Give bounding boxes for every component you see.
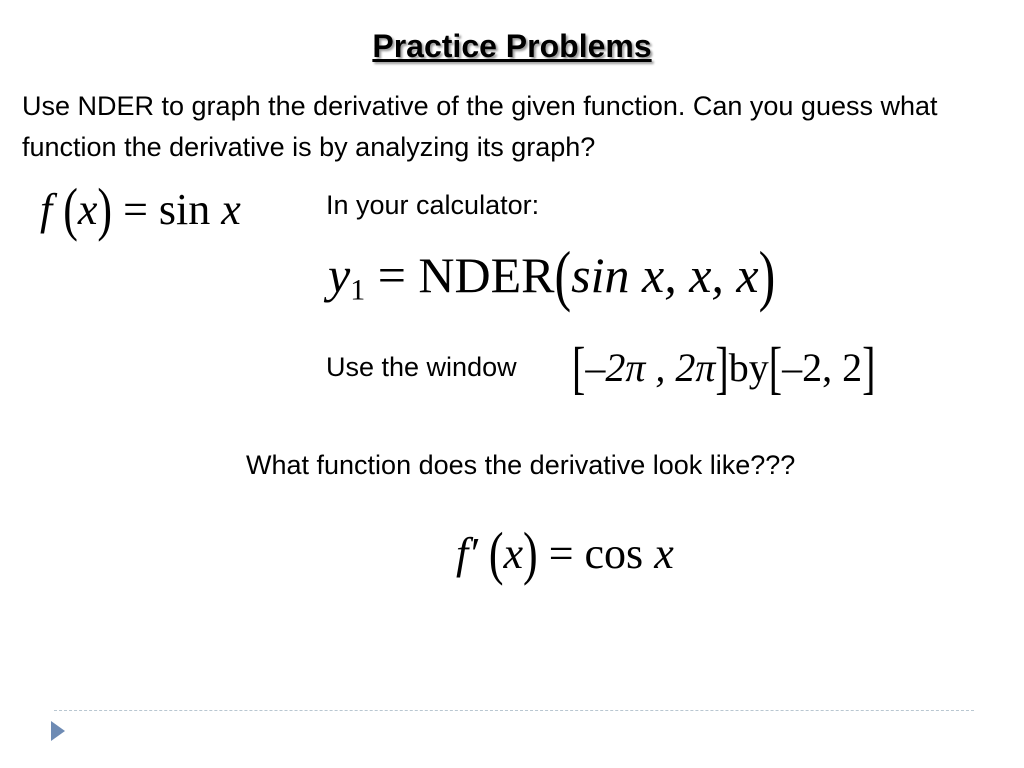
function-expression: f (x) = sin x — [40, 176, 241, 243]
sin-function: sin — [158, 185, 211, 234]
answer-expression: f′ (x) = cos x — [456, 520, 674, 587]
window-expression: [–2π , 2π]by[–2, 2] — [572, 334, 876, 401]
footer-divider — [54, 710, 974, 711]
y-range: –2, 2 — [782, 345, 863, 390]
play-arrow-icon — [51, 721, 65, 741]
equals-sign: = — [377, 247, 406, 303]
derivative-symbol: f′ — [456, 529, 478, 578]
x-range: –2π , 2π — [585, 345, 716, 390]
intro-text: Use NDER to graph the derivative of the given function. Can you guess what function the derivative is by analyzing its graph? — [22, 91, 938, 162]
window-label: Use the window — [326, 352, 517, 382]
y-variable: y — [328, 247, 351, 303]
derivative-variable: x — [503, 529, 524, 578]
y-subscript: 1 — [350, 273, 366, 307]
equals-sign: = — [123, 185, 148, 234]
sin-argument: x — [221, 185, 241, 234]
nder-arguments: sin x, x, x — [571, 247, 759, 303]
nder-expression: $y_1$ = NDER(sin x, x, x) — [328, 237, 776, 313]
equals-sign: = — [548, 529, 574, 578]
question-text: What function does the derivative look like??? — [246, 450, 796, 480]
by-word: by — [728, 345, 769, 390]
cos-function: cos — [584, 529, 644, 578]
slide-title: Practice Problems — [372, 28, 652, 64]
function-variable: x — [77, 185, 98, 234]
calculator-label: In your calculator: — [326, 190, 540, 220]
function-symbol: f — [40, 185, 53, 234]
nder-function-name: NDER — [418, 247, 555, 303]
cos-argument: x — [654, 529, 674, 578]
